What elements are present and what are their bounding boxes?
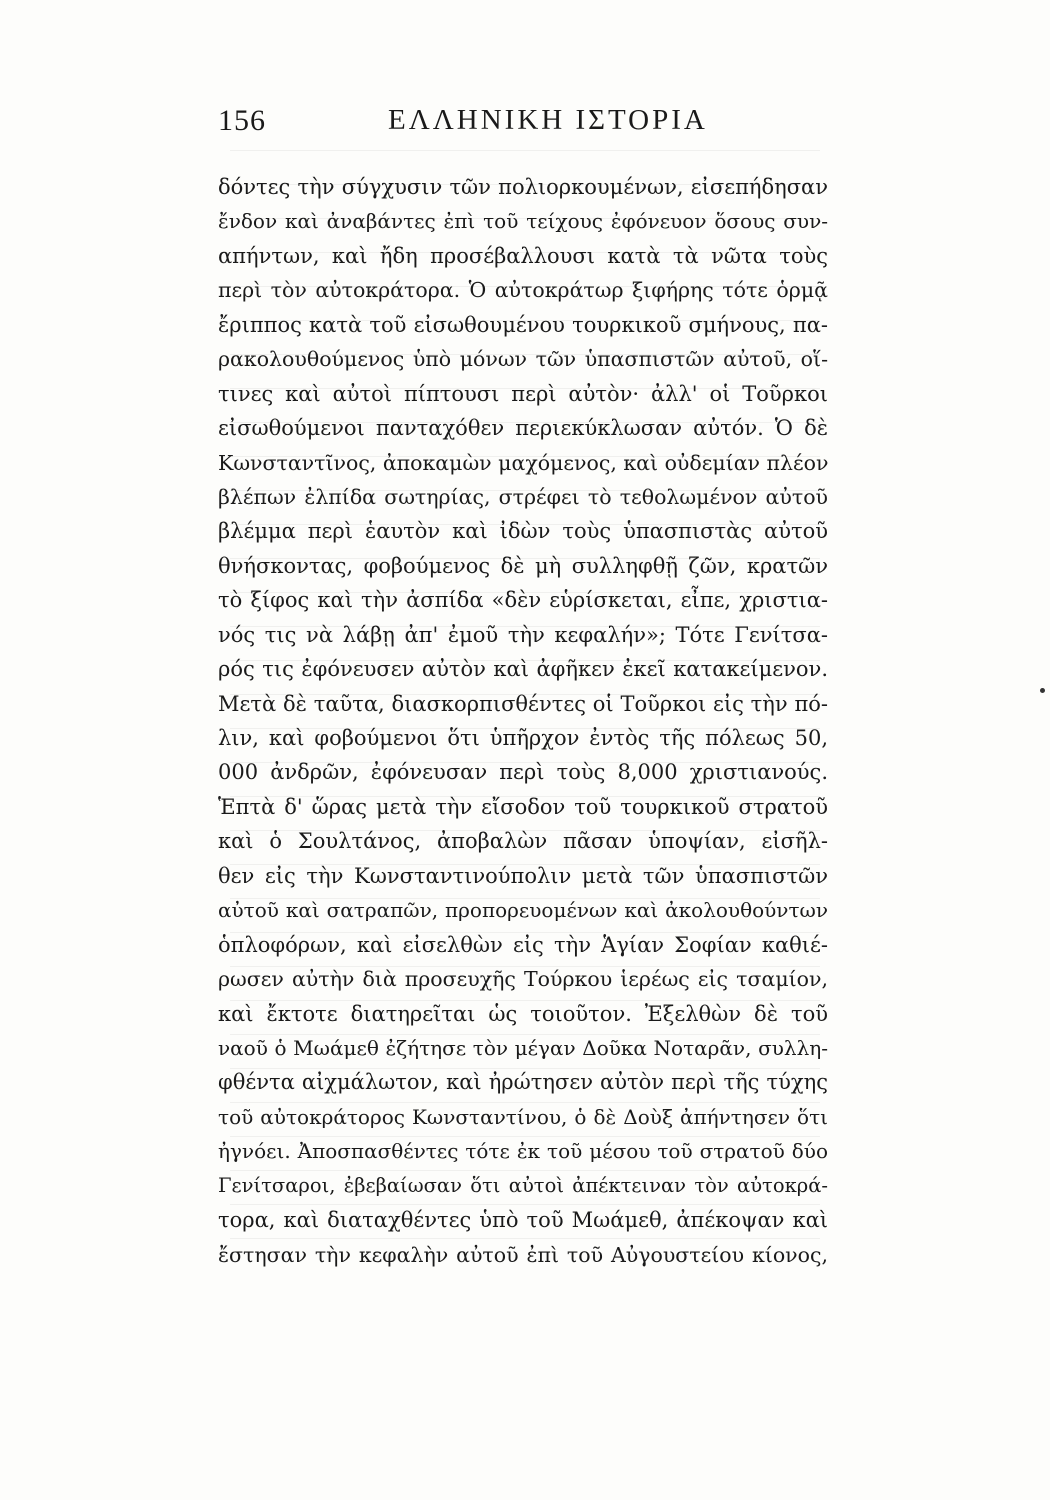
text-line: αὐτοῦ καὶ σατραπῶν, προπορευομένων καὶ ἀκολουθούντων (218, 898, 828, 923)
text-line: Μετὰ δὲ ταῦτα, διασκορπισθέντες οἱ Τοῦρκοι εἰς τὴν πό- (218, 691, 828, 716)
text-line: τὸ ξίφος καὶ τὴν ἀσπίδα «δὲν εὑρίσκεται, εἶπε, χριστια- (218, 588, 828, 613)
text-line: 000 ἀνδρῶν, ἐφόνευσαν περὶ τοὺς 8,000 χριστιανούς. (218, 760, 828, 785)
text-line: καὶ ἔκτοτε διατηρεῖται ὡς τοιοῦτον. Ἐξελθὼν δὲ τοῦ (218, 1001, 828, 1026)
text-line: Γενίτσαροι, ἐβεβαίωσαν ὅτι αὐτοὶ ἀπέκτειναν τὸν αὐτοκρά- (218, 1173, 828, 1197)
text-line: ἔριππος κατὰ τοῦ εἰσωθουμένου τουρκικοῦ σμήνους, πα- (218, 312, 828, 337)
text-line: ἔνδον καὶ ἀναβάντες ἐπὶ τοῦ τείχους ἐφόνευον ὅσους συν- (218, 209, 828, 234)
text-line: ρός τις ἐφόνευσεν αὐτὸν καὶ ἀφῆκεν ἐκεῖ κατακείμενον. (218, 657, 828, 682)
text-line: περὶ τὸν αὐτοκράτορα. Ὁ αὐτοκράτωρ ξιφήρης τότε ὁρμᾷ (218, 278, 828, 303)
text-line: βλέπων ἐλπίδα σωτηρίας, στρέφει τὸ τεθολωμένον αὐτοῦ (218, 484, 828, 509)
text-line: θεν εἰς τὴν Κωνσταντινούπολιν μετὰ τῶν ὑπασπιστῶν (218, 863, 828, 888)
page-number: 156 (218, 104, 266, 137)
text-line: τοῦ αὐτοκράτορος Κωνσταντίνου, ὁ δὲ Δοὺξ ἀπήντησεν ὅτι (218, 1104, 828, 1129)
text-line: ναοῦ ὁ Μωάμεθ ἐζήτησε τὸν μέγαν Δοῦκα Νοταρᾶν, συλλη- (218, 1035, 828, 1060)
page-header (218, 104, 828, 144)
text-line: ρακολουθούμενος ὑπὸ μόνων τῶν ὑπασπιστῶν αὐτοῦ, οἵ- (218, 347, 828, 372)
running-title: ΕΛΛΗΝΙΚΗ ΙΣΤΟΡΙΑ (388, 104, 708, 136)
text-line: ἠγνόει. Ἀποσπασθέντες τότε ἐκ τοῦ μέσου τοῦ στρατοῦ δύο (218, 1139, 828, 1164)
text-line: ἔστησαν τὴν κεφαλὴν αὐτοῦ ἐπὶ τοῦ Αὐγουστείου κίονος, (218, 1242, 828, 1267)
text-line: απήντων, καὶ ἤδη προσέβαλλουσι κατὰ τὰ νῶτα τοὺς (218, 243, 828, 268)
text-line: Ἑπτὰ δ' ὥρας μετὰ τὴν εἴσοδον τοῦ τουρκικοῦ στρατοῦ (218, 794, 828, 819)
paper-speck (1040, 688, 1045, 693)
text-line: φθέντα αἰχμάλωτον, καὶ ἠρώτησεν αὐτὸν περὶ τῆς τύχης (218, 1070, 828, 1095)
text-line: καὶ ὁ Σουλτάνος, ἀποβαλὼν πᾶσαν ὑποψίαν, εἰσῆλ- (218, 829, 828, 854)
text-line: βλέμμα περὶ ἑαυτὸν καὶ ἰδὼν τοὺς ὑπασπιστὰς αὐτοῦ (218, 519, 828, 544)
text-line: ὁπλοφόρων, καὶ εἰσελθὼν εἰς τὴν Ἁγίαν Σοφίαν καθιέ- (218, 932, 828, 957)
text-line: ρωσεν αὐτὴν διὰ προσευχῆς Τούρκου ἱερέως εἰς τσαμίον, (218, 967, 828, 992)
text-line: τορα, καὶ διαταχθέντες ὑπὸ τοῦ Μωάμεθ, ἀπέκοψαν καὶ (218, 1208, 828, 1233)
body-text (218, 170, 828, 1272)
text-line: νός τις νὰ λάβῃ ἀπ' ἐμοῦ τὴν κεφαλήν»; Τότε Γενίτσα- (218, 622, 828, 647)
text-line: εἰσωθούμενοι πανταχόθεν περιεκύκλωσαν αὐτόν. Ὁ δὲ (218, 416, 828, 441)
text-line: τινες καὶ αὐτοὶ πίπτουσι περὶ αὐτὸν· ἀλλ' οἱ Τοῦρκοι (218, 381, 828, 406)
text-line: δόντες τὴν σύγχυσιν τῶν πολιορκουμένων, εἰσεπήδησαν (218, 175, 828, 199)
text-line: Κωνσταντῖνος, ἀποκαμὼν μαχόμενος, καὶ οὐδεμίαν πλέον (218, 450, 828, 475)
text-line: θνήσκοντας, φοβούμενος δὲ μὴ συλληφθῇ ζῶν, κρατῶν (218, 553, 828, 578)
text-line: λιν, καὶ φοβούμενοι ὅτι ὑπῆρχον ἐντὸς τῆς πόλεως 50, (218, 726, 828, 750)
